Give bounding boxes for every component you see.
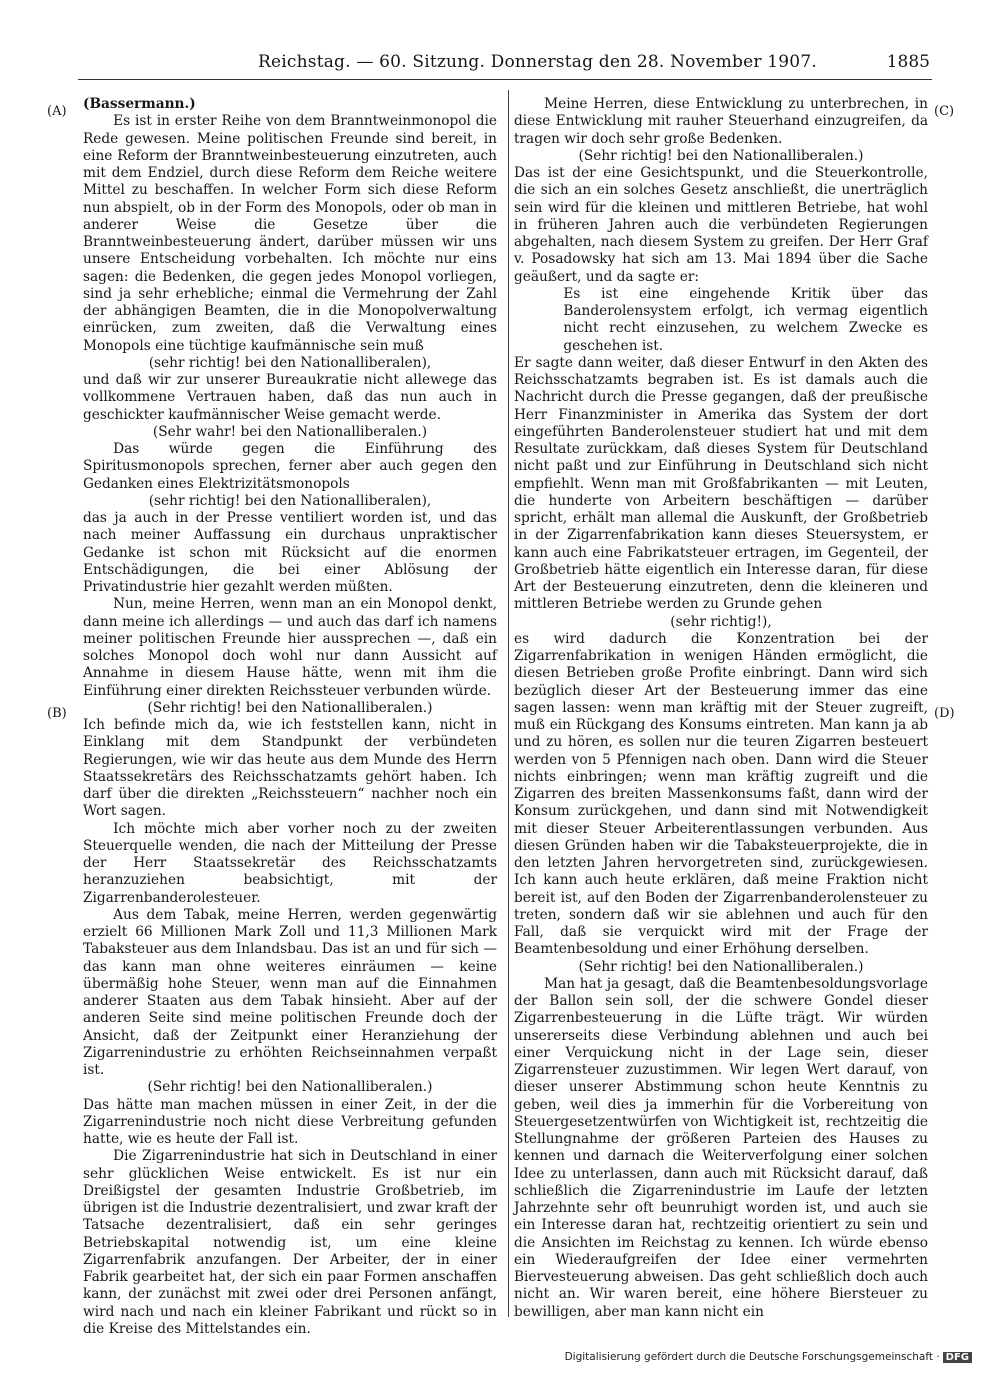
speaker-name: (Bassermann.) <box>83 96 196 112</box>
paragraph: Aus dem Tabak, meine Herren, werden gegenwärtig erzielt 66 Millionen Mark Zoll und 11,3 Millionen Mark Tabaksteuer aus dem Inlandsbau. Das ist an und für sich — das kann man ohne weiteres einräumen — keine übermäßig hohe Steuer, wenn man auf die Einnahmen anderer Staaten aus dem Tabak hinsieht. Aber auf der anderen Seite sind meine politischen Freunde doch der Ansicht, daß der Zeitpunkt einer Heranziehung der Zigarrenindustrie zu erhöhten Reichseinnahmen verpaßt ist. <box>83 906 497 1078</box>
margin-marker-c: (C) <box>934 104 955 119</box>
right-column <box>514 96 928 1321</box>
paragraph: Die Zigarrenindustrie hat sich in Deutschland in einer sehr glücklichen Weise entwickelt. Es ist nur ein Dreißigstel der gesamten Industrie Großbetrieb, im übrigen ist die Industrie dezentralisiert, und zwar kraft der Tatsache dezentralisiert, daß ein sehr geringes Betriebskapital notwendig ist, um eine kleine Zigarrenfabrik anzufangen. Der Arbeiter, der in einer Fabrik gearbeitet hat, der sich ein paar Formen anschaffen kann, der zunächst mit zwei oder drei Personen anfängt, wird nach und nach ein kleiner Fabrikant und rückt so in die Kreise des Mittelstandes ein. <box>83 1148 497 1337</box>
margin-marker-d: (D) <box>934 706 955 721</box>
interjection: (Sehr richtig! bei den Nationalliberalen.) <box>578 147 864 164</box>
paragraph: es wird dadurch die Konzentration bei der Zigarrenfabrikation in wenigen Händen ermöglicht, die diesen Betrieben große Profite einbringt. Dann wird sich bezüglich dieser Art der Besteuerung immer das eine sagen lassen: wenn man kräftig mit der Steuer zugreift, muß ein Rückgang des Konsums eintreten. Man kann ja ab und zu hören, es sollen nur die teuren Zigarren besteuert werden von 5 Pfennigen nach oben. Dann wird die Steuer nichts einbringen; wenn man kräftig zugreift und die Zigarren des breiten Massenkonsums faßt, dann wird der Konsum zurückgehen, und dann sind mit Notwendigkeit mit dieser Steuer Arbeiterentlassungen verbunden. Aus diesen Gründen haben wir die Tabaksteuerprojekte, die in den letzten Jahren hervorgetreten sind, zurückgewiesen. Ich kann auch heute erklären, daß meine Fraktion nicht bereit ist, auf den Boden der Zigarrenbanderolensteuer zu treten, sondern daß wir sie ablehnen und auch für den Fall, daß sie verquickt wird mit der Frage der Beamtenbesoldung und einer Erhöhung derselben. <box>514 630 928 958</box>
paragraph: Meine Herren, diese Entwicklung zu unterbrechen, in diese Entwicklung mit rauher Steuerhand einzugreifen, da tragen wir doch sehr große Bedenken. <box>514 96 928 147</box>
interjection: (Sehr wahr! bei den Nationalliberalen.) <box>152 423 428 440</box>
paragraph: und daß wir zur unserer Bureaukratie nicht allewege das vollkommene Vertrauen haben, daß das nun auch in geschickter kaufmännischer Weise gemacht werde. <box>83 372 497 423</box>
paragraph: Man hat ja gesagt, daß die Beamtenbesoldungsvorlage der Ballon sein soll, der die schwere Gondel dieser Zigarrenbesteuerung in die Lüfte trägt. Wir würden unsererseits diese Verbindung ablehnen und auch bei einer Verquickung nicht in der Lage sein, dieser Zigarrensteuer zuzustimmen. Wir legen Wert darauf, von dieser unserer Abstimmung schon heute Kenntnis zu geben, weil dies ja immerhin für die Vorbereitung von Steuergesetzentwürfen von Wichtigkeit ist, rechtzeitig die Stellungnahme der größeren Parteien des Hauses zu kennen und darnach die Weiterverfolgung einer solchen Idee zu unterlassen, dann auch mit Rücksicht darauf, daß schließlich die Zigarrenindustrie im Laufe der letzten Jahrzehnte sehr oft beunruhigt worden ist, und auch sie ein Interesse daran hat, rechtzeitig orientiert zu sein und die Ansichten im Reichstag zu kennen. Ich würde ebenso ein Wiederaufgreifen der Idee einer vermehrten Biervesteuerung abweisen. Das geht schließlich doch auch nicht an. Wir waren bereit, eine höhere Biersteuer zu bewilligen, aber man kann nicht ein <box>514 975 928 1320</box>
interjection: (Sehr richtig! bei den Nationalliberalen.) <box>147 699 433 716</box>
interjection: (Sehr richtig! bei den Nationalliberalen.) <box>578 958 864 975</box>
header-rule <box>78 79 932 80</box>
margin-marker-a: (A) <box>47 104 67 119</box>
paragraph: Ich befinde mich da, wie ich feststellen kann, nicht in Einklang mit dem Standpunkt der verbündeten Regierungen, wie wir das heute aus dem Munde des Herrn Staatssekretärs des Reichsschatzamts gehört haben. Ich darf über die direkten „Reichssteuern“ nachher noch ein Wort sagen. <box>83 717 497 820</box>
paragraph: Es ist in erster Reihe von dem Branntweinmonopol die Rede gewesen. Meine politischen Freunde sind bereit, in eine Reform der Branntweinbesteuerung einzutreten, auch mit dem Endziel, durch diese Reform dem Reiche weitere Mittel zu beschaffen. In welcher Form sich diese Reform nun abspielt, ob in der Form des Monopols, oder ob man in anderer Weise die Gesetze über die Branntweinbesteuerung ändert, darüber müssen wir uns unsere Entscheidung vorbehalten. Ich möchte nur eins sagen: die Bedenken, die gegen jedes Monopol vorliegen, sind ja sehr erhebliche; einmal die Vermehrung der Zahl der abhängigen Beamten, die in die Monopolverwaltung einrücken, zum zweiten, daß die Verwaltung eines Monopols eine tüchtige kaufmännische sein muß <box>83 113 497 354</box>
paragraph: Ich möchte mich aber vorher noch zu der zweiten Steuerquelle wenden, die nach der Mitteilung der Presse der Herr Staatssekretär des Reichsschatzamts heranzuziehen beabsichtigt, mit der Zigarrenbanderolesteuer. <box>83 820 497 906</box>
page-number: 1885 <box>886 52 930 72</box>
column-divider <box>508 90 509 1317</box>
left-column <box>83 96 497 1337</box>
paragraph: Das würde gegen die Einführung des Spiritusmonopols sprechen, ferner aber auch gegen den Gedanken eines Elektrizitätsmonopols <box>83 441 497 492</box>
interjection: (sehr richtig!), <box>670 613 772 630</box>
interjection: (sehr richtig! bei den Nationalliberalen), <box>148 354 432 371</box>
page-header <box>80 52 930 76</box>
interjection: (Sehr richtig! bei den Nationalliberalen.) <box>147 1079 433 1096</box>
paragraph: das ja auch in der Presse ventiliert worden ist, und das nach meiner Auffassung ein durchaus unpraktischer Gedanke ist schon mit Rücksicht auf die enormen Entschädigungen, die bei einer Ablösung der Privatindustrie hier gezahlt werden müßten. <box>83 510 497 595</box>
running-title: Reichstag. — 60. Sitzung. Donnerstag den 28. November 1907. <box>258 52 817 72</box>
paragraph: Er sagte dann weiter, daß dieser Entwurf in den Akten des Reichsschatzamts begraben ist. Es ist damals auch die Nachricht durch die Presse gegangen, daß der preußische Herr Finanzminister in Amerika das System der dort eingeführten Banderolensteuer studiert hat und mit dem Resultate zurückkam, daß dieses System für Deutschland nicht paßt und zur Einführung in Deutschland sich nicht empfiehlt. Wenn man mit Großfabrikanten — mit Leuten, die hunderte von Arbeitern beschäftigen — darüber spricht, erhält man allemal die Auskunft, der Großbetrieb in der Zigarrenfabrikation kann dieses Steuersystem, er kann auch eine Fabrikatsteuer ertragen, im Gegenteil, der Großbetrieb hätte eigentlich ein Interesse daran, für diese Art der Besteuerung einzutreten, denn die kleineren und mittleren Betriebe werden zu Grunde gehen <box>514 354 928 613</box>
dfg-logo: DFG <box>943 1352 972 1363</box>
interjection: (sehr richtig! bei den Nationalliberalen), <box>148 492 432 509</box>
paragraph: Das hätte man machen müssen in einer Zeit, in der die Zigarrenindustrie noch nicht diese Verbreitung gefunden hatte, wie es heute der Fall ist. <box>83 1096 497 1147</box>
footer-credit <box>565 1351 972 1363</box>
paragraph: Nun, meine Herren, wenn man an ein Monopol denkt, dann meine ich allerdings — und auch das darf ich namens meiner politischen Freunde hier aussprechen —, daß ein solches Monopol doch wohl nur dann Aussicht auf Annahme in diesem Hause hätte, wenn mit ihm die Einführung einer direkten Reichssteuer verbunden würde. <box>83 596 497 699</box>
margin-marker-b: (B) <box>47 706 67 721</box>
footer-text: Digitalisierung gefördert durch die Deutsche Forschungsgemeinschaft · <box>564 1351 940 1363</box>
paragraph: Das ist der eine Gesichtspunkt, und die Steuerkontrolle, die sich an ein solches Gesetz anschließt, die unerträglich sein wird für die kleinen und mittleren Betriebe, hat wohl in früheren Jahren auch die verbündeten Regierungen abgehalten, nach diesem System zu greifen. Der Herr Graf v. Posadowsky hat sich am 13. Mai 1894 über die Sache geäußert, und da sagte er: <box>514 165 928 285</box>
paragraph: Es ist eine eingehende Kritik über das Banderolensystem erfolgt, ich vermag eigentlich nicht recht einzusehen, zu welchem Zwecke es geschehen ist. <box>563 285 928 354</box>
